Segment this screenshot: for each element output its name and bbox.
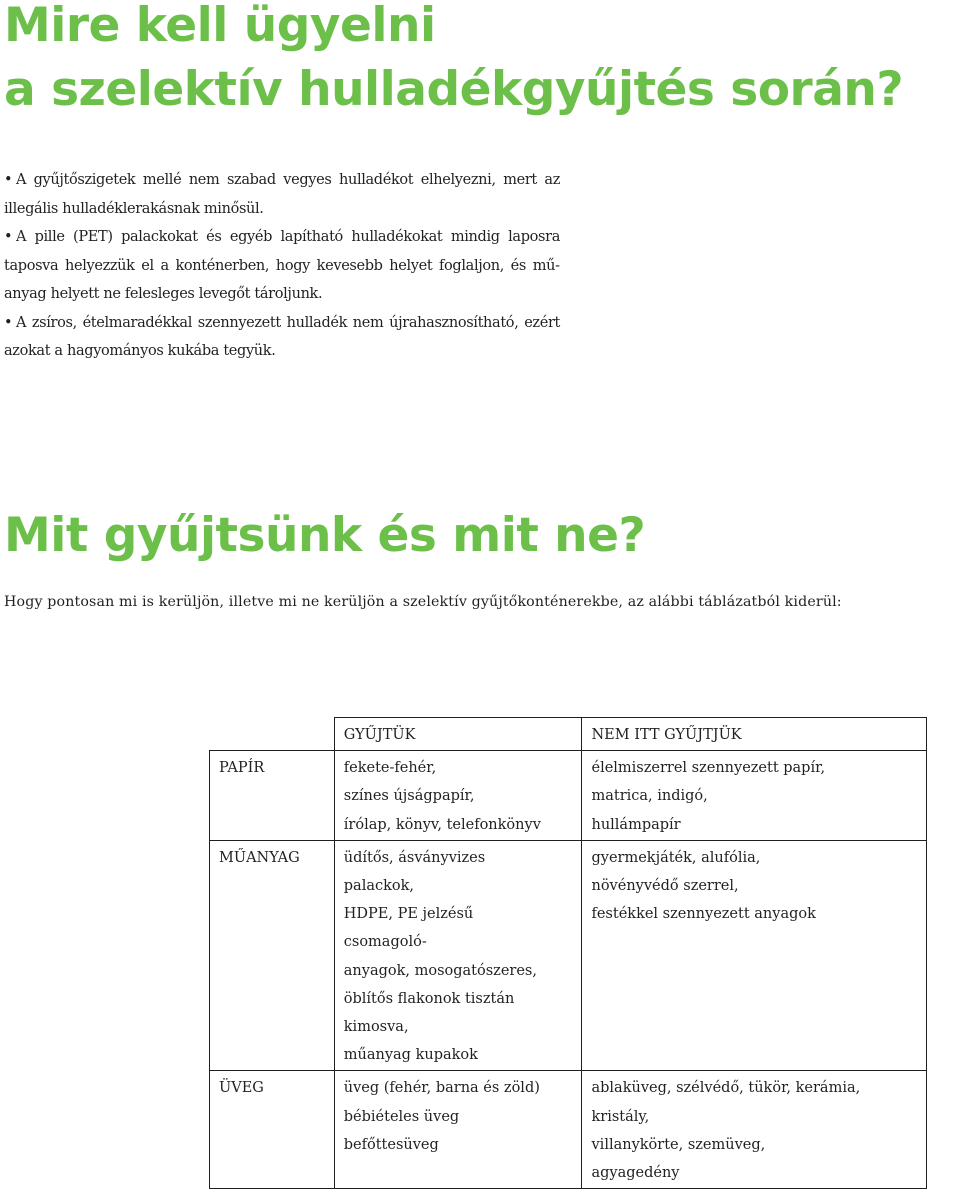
intro-paragraph: Hogy pontosan mi is kerüljön, illetve mi ne kerüljön a szelektív gyűjtőkonténerekbe, az alábbi táblázatból kiderül: [4,594,842,610]
category-cell: ÜVEG [210,1071,335,1189]
guideline-text: A zsíros, ételmaradékkal szennyezett hulladék nem újrahasznosítható, ezért azokat a hagyományos kukába tegyük. [4,314,560,359]
guideline-text: A pille (PET) palackokat és egyéb lapítható hulladékokat mindig laposra taposva helyezzük el a konténerben, hogy kevesebb helyet foglaljon, és műanyag helyett ne felesleges levegőt tároljunk. [4,229,560,302]
cell-line: színes újságpapír, [343,788,475,805]
cell-line: műanyag kupakok [343,1047,478,1064]
bullet-icon: • [4,172,13,188]
table-row-paper [210,751,927,841]
cell-line: befőttesüveg [343,1136,439,1153]
main-title [4,0,903,122]
cell-line: anyagok, mosogatószeres, [343,962,537,979]
main-title-line-1: Mire kell ügyelni [4,0,436,53]
cell-line: üdítős, ásványvizes [343,849,486,866]
cell-line: növényvédő szerrel, [591,878,739,895]
cell-line: kristály, [591,1108,650,1125]
main-title-line-2: a szelektív hulladékgyűjtés során? [4,62,904,117]
cell-line: üveg (fehér, barna és zöld) [343,1080,540,1097]
cell-line: kimosva, [343,1019,409,1036]
cell-line: matrica, indigó, [591,788,708,805]
cell-line: gyermekjáték, alufólia, [591,849,761,866]
collect-cell [334,1071,582,1189]
table-row-glass [210,1071,927,1189]
cell-line: agyagedény [591,1165,680,1182]
bullet-icon: • [4,314,13,331]
cell-line: élelmiszerrel szennyezett papír, [591,760,826,777]
cell-line: villanykörte, szemüveg, [591,1136,766,1153]
cell-line: HDPE, PE jelzésű [343,906,474,923]
guideline-text: A gyűjtőszigetek mellé nem szabad vegyes hulladékot elhelyezni, mert az illegális hulladéklerakásnak minősül. [4,172,560,217]
cell-line: palackok, [343,878,415,895]
table-row-plastic [210,840,927,1071]
table-corner-cell [210,718,335,751]
section-title: Mit gyűjtsünk és mit ne? [4,508,646,563]
category-cell: MŰANYAG [210,840,335,1071]
cell-line: bébiételes üveg [343,1108,460,1125]
cell-line: ablaküveg, szélvédő, tükör, kerámia, [591,1080,861,1097]
guidelines-list [4,166,560,366]
cell-line: fekete-fehér, [343,760,437,777]
guideline-item [4,223,560,309]
not-collect-cell [582,751,927,841]
cell-line: öblítős flakonok tisztán [343,990,515,1007]
cell-line: írólap, könyv, telefonkönyv [343,816,541,833]
collect-cell [334,751,582,841]
column-header-collect: GYŰJTÜK [334,718,582,751]
cell-line: hullámpapír [591,816,681,833]
table-header-row [210,718,927,751]
collect-cell [334,840,582,1071]
not-collect-cell [582,1071,927,1189]
cell-line: festékkel szennyezett anyagok [591,906,816,923]
category-cell: PAPÍR [210,751,335,841]
guideline-item [4,309,560,366]
cell-line: csomagoló- [343,934,427,951]
column-header-not-collect: NEM ITT GYŰJTJÜK [582,718,927,751]
guideline-item [4,166,560,223]
bullet-icon: • [4,229,13,245]
waste-table [209,717,927,1189]
not-collect-cell [582,840,927,1071]
